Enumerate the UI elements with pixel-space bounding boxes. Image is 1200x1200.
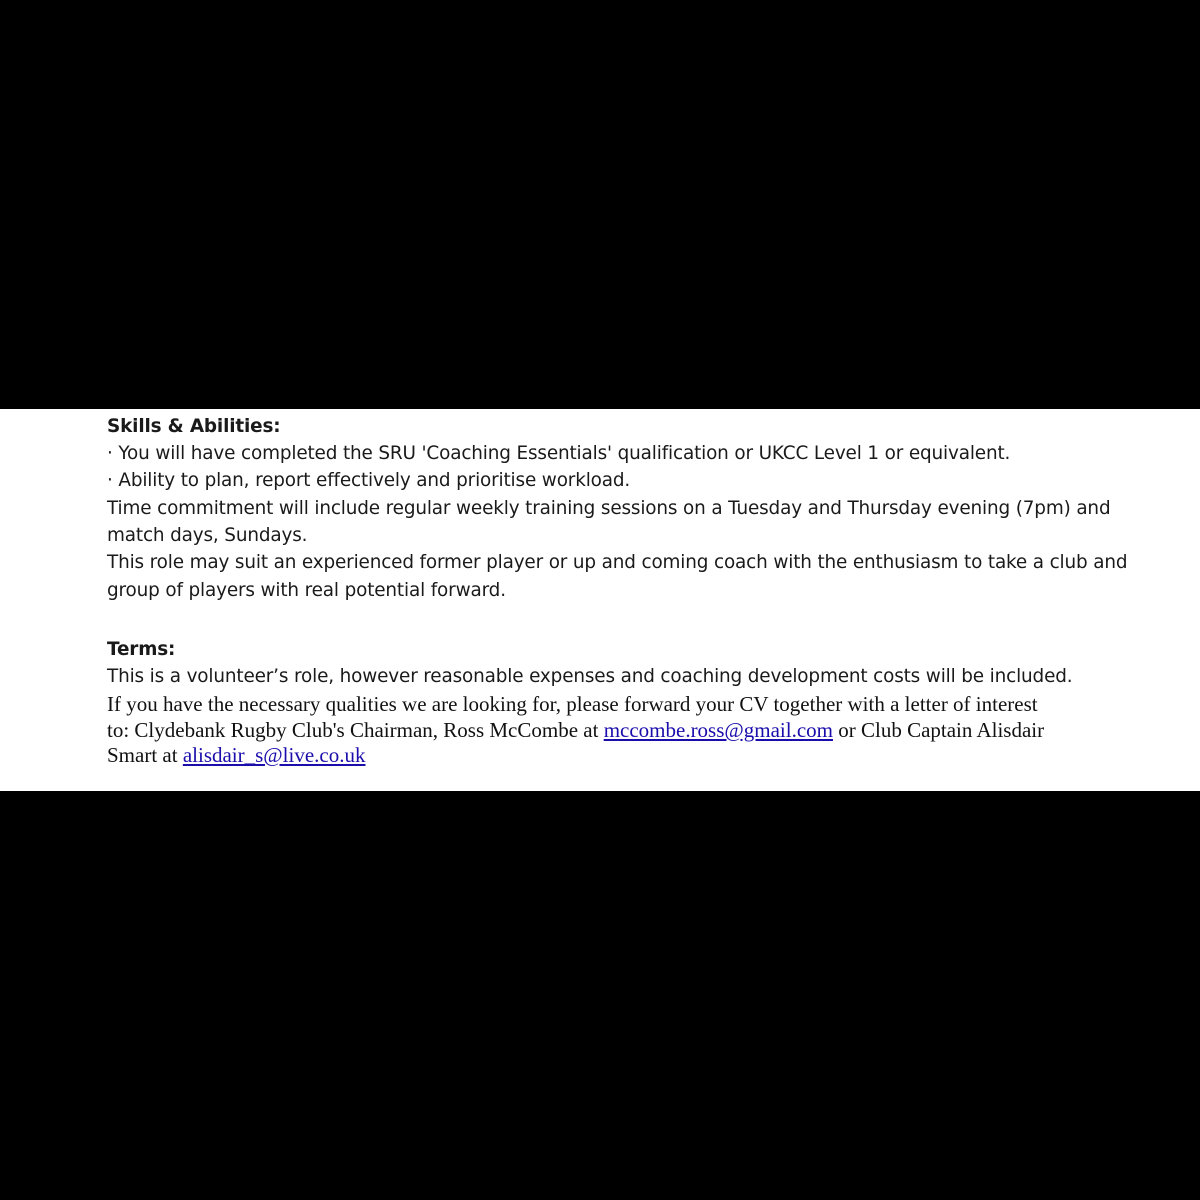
contact-line-2-suffix: or Club Captain Alisdair [832,718,1045,742]
captain-email-link[interactable]: alisdair_s@live.co.uk [182,743,366,767]
contact-line-2 [107,720,1044,741]
document-sheet [0,409,1200,791]
skills-bullet-planning: · Ability to plan, report effectively and prioritise workload. [107,470,631,491]
contact-line-3 [107,745,365,766]
time-commitment-line-1: Time commitment will include regular weekly training sessions on a Tuesday and Thursday evening (7pm) and [107,498,1111,519]
role-suitability-line-2: group of players with real potential forward. [107,580,506,601]
contact-line-1: If you have the necessary qualities we are looking for, please forward your CV together with a letter of interest [107,692,1038,716]
time-commitment-line-2: match days, Sundays. [107,525,308,546]
skills-bullet-qualification: · You will have completed the SRU 'Coaching Essentials' qualification or UKCC Level 1 or equivalent. [107,443,1011,464]
chairman-email-link[interactable]: mccombe.ross@gmail.com [603,718,833,742]
contact-line-3-prefix: Smart at [107,743,183,767]
terms-volunteer-line: This is a volunteer’s role, however reasonable expenses and coaching development costs will be included. [107,666,1073,687]
role-suitability-line-1: This role may suit an experienced former player or up and coming coach with the enthusiasm to take a club and [107,552,1128,573]
skills-heading: Skills & Abilities: [107,416,281,437]
terms-heading: Terms: [107,639,176,660]
contact-line-2-prefix: to: Clydebank Rugby Club's Chairman, Ross McCombe at [107,718,604,742]
